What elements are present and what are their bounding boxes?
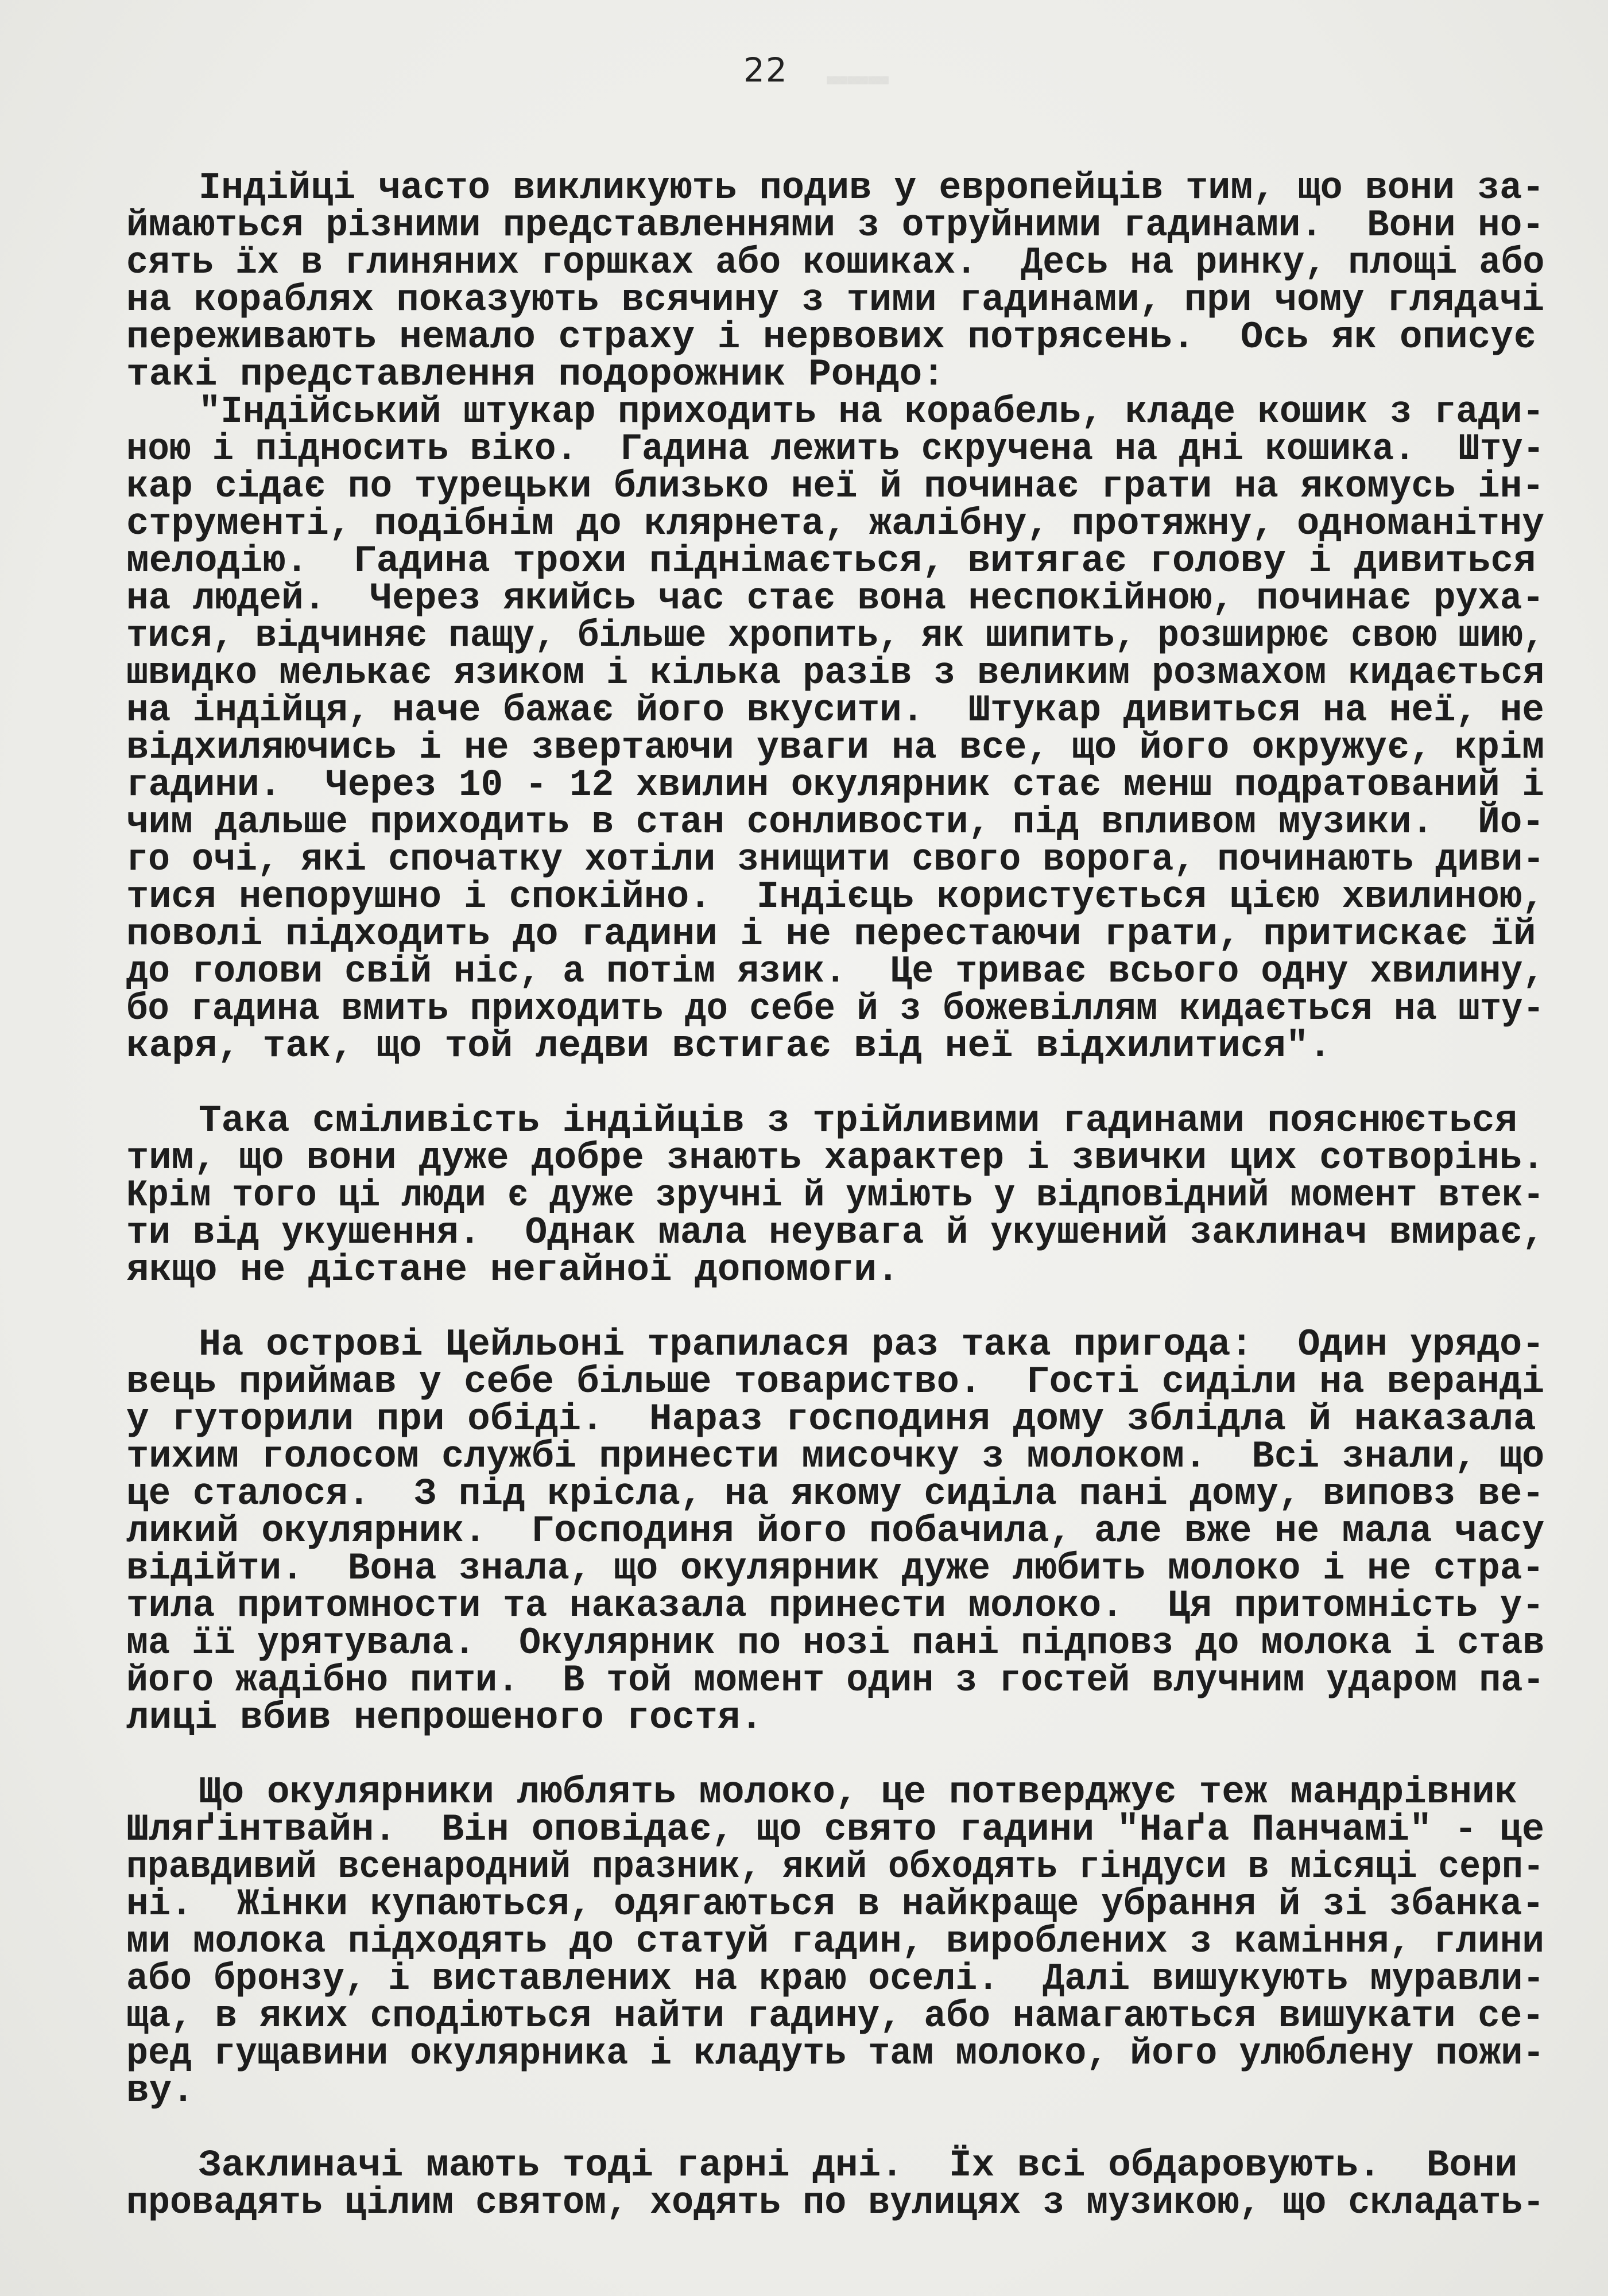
show-through: ▬▬▬ xyxy=(827,57,889,96)
text-line: вець приймав у себе більше товариство. Гості сиділи на веранді xyxy=(126,1360,1545,1403)
text-line: гадини. Через 10 - 12 хвилин окулярник стає менш подратований і xyxy=(126,763,1544,806)
text-line: переживають немало страху і нервових потрясень. Ось як описує xyxy=(126,316,1536,359)
text-line: швидко мелькає язиком і кілька разів з великим розмахом кидається xyxy=(126,651,1545,695)
text-line: ма її урятувала. Окулярник по нозі пані підповз до молока і став xyxy=(126,1622,1545,1665)
text-line: на кораблях показують всячину з тими гадинами, при чому глядачі xyxy=(126,278,1545,321)
text-line: тися непорушно і спокійно. Індієць користується цією хвилиною, xyxy=(126,875,1545,918)
text-line: до голови свій ніс, а потім язик. Це триває всього одну хвилину, xyxy=(126,950,1545,993)
text-line: правдивий всенародний празник, який обходять гіндуси в місяці серп- xyxy=(126,1845,1544,1888)
text-line: ред гущавини окулярника і кладуть там молоко, його улюблену пожи- xyxy=(126,2032,1545,2075)
text-line: на людей. Через якийсь час стає вона неспокійною, починає руха- xyxy=(126,577,1544,620)
text-line: мелодію. Гадина трохи піднімається, витягає голову і дивиться xyxy=(126,540,1536,583)
text-line: такі представлення подорожник Рондо: xyxy=(126,353,945,396)
text-line: го очі, які спочатку хотіли знищити свого ворога, починають диви- xyxy=(126,838,1545,881)
text-line: ні. Жінки купаються, одягаються в найкраще убрання й зі збанка- xyxy=(126,1883,1544,1926)
text-line: якщо не дістане негайної допомоги. xyxy=(126,1248,900,1292)
text-line: відхиляючись і не звертаючи уваги на все, що його окружує, крім xyxy=(126,726,1545,769)
text-line: ликий окулярник. Господиня його побачила, але вже не мала часу xyxy=(126,1510,1545,1553)
text-line: Крім того ці люди є дуже зручні й уміють у відповідний момент втек- xyxy=(126,1174,1544,1217)
text-line: у гуторили при обіді. Нараз господиня дому зблідла й наказала xyxy=(126,1398,1536,1441)
text-line: ною і підносить віко. Гадина лежить скручена на дні кошика. Шту- xyxy=(126,428,1544,471)
text-line: кар сідає по турецьки близько неї й починає грати на якомусь ін- xyxy=(126,465,1544,508)
text-line: Така сміливість індійців з трійливими гадинами пояснюється xyxy=(199,1099,1518,1142)
text-line: ща, в яких сподіються найти гадину, або намагаються вишукати се- xyxy=(126,1995,1544,2038)
text-line: На острові Цейльоні трапилася раз така пригода: Один урядо- xyxy=(199,1323,1545,1366)
text-line: лиці вбив непрошеного гостя. xyxy=(126,1696,763,1739)
text-line: на індійця, наче бажає його вкусити. Штукар дивиться на неї, не xyxy=(126,689,1544,732)
text-line: Що окулярники люблять молоко, це потверджує теж мандрівник xyxy=(199,1771,1518,1814)
text-line: відійти. Вона знала, що окулярник дуже любить молоко і не стра- xyxy=(126,1547,1544,1590)
text-line: тим, що вони дуже добре знають характер і звички цих сотворінь. xyxy=(126,1137,1545,1180)
text-line: сять їх в глиняних горшках або кошиках. Десь на ринку, площі або xyxy=(126,241,1545,284)
text-line: ймаються різними представленнями з отруйними гадинами. Вони но- xyxy=(126,204,1544,247)
text-line: ву. xyxy=(126,2069,195,2112)
text-line: ти від укушення. Однак мала неувага й укушений заклинач вмирає, xyxy=(126,1211,1544,1254)
text-line: ми молока підходять до статуй гадин, вироблених з каміння, глини xyxy=(126,1920,1544,1963)
text-line: це сталося. З під крісла, на якому сиділа пані дому, виповз ве- xyxy=(126,1472,1544,1515)
text-line: Шляґінтвайн. Він оповідає, що свято гадини "Наґа Панчамі" - це xyxy=(126,1808,1545,1851)
text-line: тися, відчиняє пащу, більше хропить, як шипить, розширює свою шию, xyxy=(126,614,1544,657)
text-line: тила притомности та наказала принести молоко. Ця притомність у- xyxy=(126,1584,1544,1627)
text-line: провадять цілим святом, ходять по вулицях з музикою, що складать- xyxy=(126,2181,1545,2224)
text-line: Заклиначі мають тоді гарні дні. Їх всі обдаровують. Вони xyxy=(199,2144,1518,2187)
text-line: бо гадина вмить приходить до себе й з божевіллям кидається на шту- xyxy=(126,987,1544,1030)
text-line: чим дальше приходить в стан сонливости, під впливом музики. Йо- xyxy=(126,801,1544,844)
text-line: Індійці часто викликують подив у европейців тим, що вони за- xyxy=(199,166,1545,210)
text-line: каря, так, що той ледви встигає від неї відхилитися". xyxy=(126,1025,1332,1068)
text-line: поволі підходить до гадини і не перестаючи грати, притискає їй xyxy=(126,913,1536,956)
text-line: або бронзу, і виставлених на краю оселі. Далі вишукують муравли- xyxy=(126,1957,1545,2000)
text-line: "Індійський штукар приходить на корабель, кладе кошик з гади- xyxy=(199,390,1545,433)
text-line: струменті, подібнім до клярнета, жалібну, протяжну, одноманітну xyxy=(126,502,1545,545)
text-line: тихим голосом службі принести мисочку з молоком. Всі знали, що xyxy=(126,1435,1545,1478)
page-number: 22 xyxy=(743,51,788,90)
text-line: його жадібно пити. В той момент один з гостей влучним ударом па- xyxy=(126,1659,1545,1702)
